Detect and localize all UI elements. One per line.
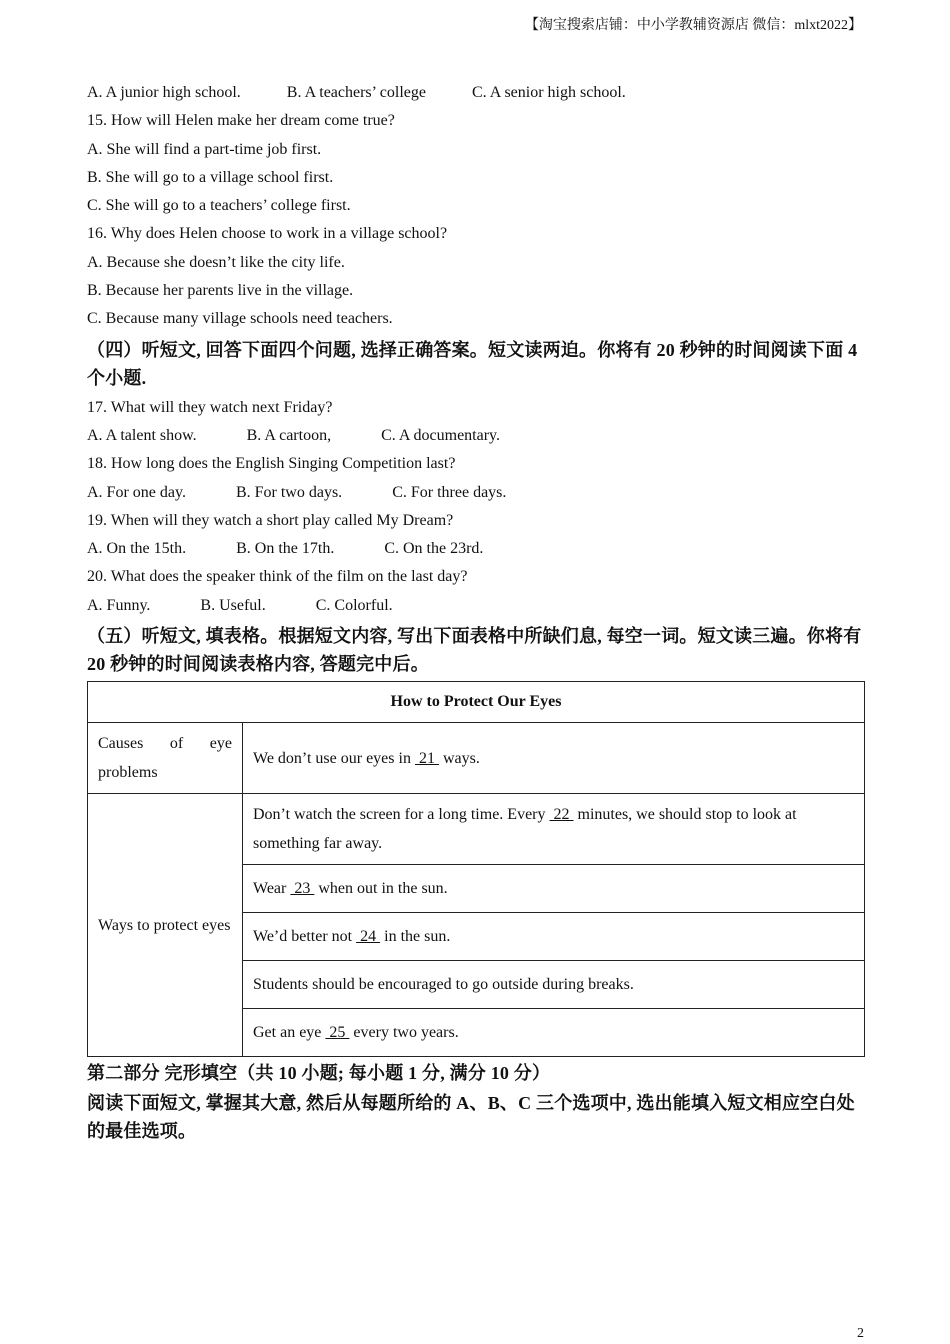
q16-option-a: A. Because she doesn’t like the city life. <box>87 253 345 271</box>
q18-option-a: A. For one day. <box>87 483 186 501</box>
part2-title: 第二部分 完形填空（共 10 小题; 每小题 1 分, 满分 10 分） <box>87 1063 551 1084</box>
q20-question: 20. What does the speaker think of the film on the last day? <box>87 568 468 586</box>
q17-option-b: B. A cartoon, <box>246 426 332 444</box>
q19-option-a: A. On the 15th. <box>87 540 187 558</box>
row-23-post: when out in the sun. <box>314 880 448 898</box>
page-header: 【淘宝搜索店铺：中小学教辅资源店 微信：mlxt2022】 <box>524 18 862 33</box>
q20-option-b: B. Useful. <box>200 596 266 614</box>
blank-23: 23 <box>290 880 315 898</box>
table-title-row <box>88 682 865 723</box>
q17-option-a: A. A talent show. <box>87 426 197 444</box>
row-25 <box>243 1009 865 1057</box>
blank-25: 25 <box>325 1024 350 1042</box>
q19-question: 19. When will they watch a short play called My Dream? <box>87 511 454 529</box>
q14-options <box>87 79 863 107</box>
row-24-post: in the sun. <box>380 928 451 946</box>
row-24 <box>243 913 865 961</box>
part2-instructions: 阅读下面短文, 掌握其大意, 然后从每题所给的 A、B、C 三个选项中, 选出能填入短文相应空白处的最佳选项。 <box>87 1093 855 1142</box>
blank-22: 22 <box>549 806 574 824</box>
q17-options <box>87 422 863 450</box>
q14-option-c: C. A senior high school. <box>471 84 626 101</box>
row-25-post: every two years. <box>349 1024 459 1042</box>
q20-option-c: C. Colorful. <box>315 596 393 614</box>
blank-21: 21 <box>414 749 439 767</box>
blank-24: 24 <box>356 928 381 946</box>
section5-heading: （五）听短文, 填表格。根据短文内容, 写出下面表格中所缺们息, 每空一词。短文读三遍。你将有 20 秒钟的时间阅读表格内容, 答题完中后。 <box>87 626 862 675</box>
ways-label: Ways to protect eyes <box>88 794 243 1057</box>
q15-option-a: A. She will find a part-time job first. <box>87 140 322 158</box>
q18-question: 18. How long does the English Singing Competition last? <box>87 455 456 473</box>
q18-options <box>87 479 863 507</box>
section4-heading: （四）听短文, 回答下面四个问题, 选择正确答案。短文读两迫。你将有 20 秒钟的时间阅读下面 4 个小题. <box>87 339 858 388</box>
q16-question: 16. Why does Helen choose to work in a village school? <box>87 225 448 243</box>
row-21-pre: We don’t use our eyes in <box>253 749 415 767</box>
row-23-pre: Wear <box>253 880 291 898</box>
q18-option-b: B. For two days. <box>235 483 343 501</box>
q17-option-c: C. A documentary. <box>381 426 501 444</box>
q15-option-b: B. She will go to a village school first. <box>87 168 334 186</box>
table-row <box>88 723 865 794</box>
row-25-pre: Get an eye <box>253 1024 326 1042</box>
table-title: How to Protect Our Eyes <box>88 682 865 723</box>
q14-option-a: A. A junior high school. <box>87 84 241 101</box>
row-breaks: Students should be encouraged to go outside during breaks. <box>243 961 865 1009</box>
q19-options <box>87 535 863 563</box>
table-row <box>88 794 865 865</box>
q18-option-c: C. For three days. <box>392 483 507 501</box>
q16-option-b: B. Because her parents live in the village. <box>87 282 354 300</box>
q19-option-c: C. On the 23rd. <box>384 540 484 558</box>
row-23 <box>243 865 865 913</box>
row-21 <box>243 723 865 794</box>
q16-option-c: C. Because many village schools need teachers. <box>87 310 393 328</box>
causes-label: Causes of eye problems <box>88 723 243 794</box>
q20-options <box>87 592 863 620</box>
row-22-pre: Don’t watch the screen for a long time. Every <box>253 806 550 824</box>
row-22 <box>243 794 865 865</box>
eye-protection-table <box>87 681 865 1057</box>
row-22-post: minutes, we should stop to look at something far away. <box>253 806 797 853</box>
q19-option-b: B. On the 17th. <box>236 540 335 558</box>
q15-question: 15. How will Helen make her dream come true? <box>87 112 395 130</box>
q14-option-b: B. A teachers’ college <box>286 84 426 101</box>
q20-option-a: A. Funny. <box>87 596 151 614</box>
page-content <box>87 79 863 1147</box>
row-24-pre: We’d better not <box>253 928 357 946</box>
q15-option-c: C. She will go to a teachers’ college first. <box>87 197 351 215</box>
page-number: 2 <box>857 1326 864 1341</box>
q17-question: 17. What will they watch next Friday? <box>87 398 333 416</box>
row-21-post: ways. <box>438 749 480 767</box>
